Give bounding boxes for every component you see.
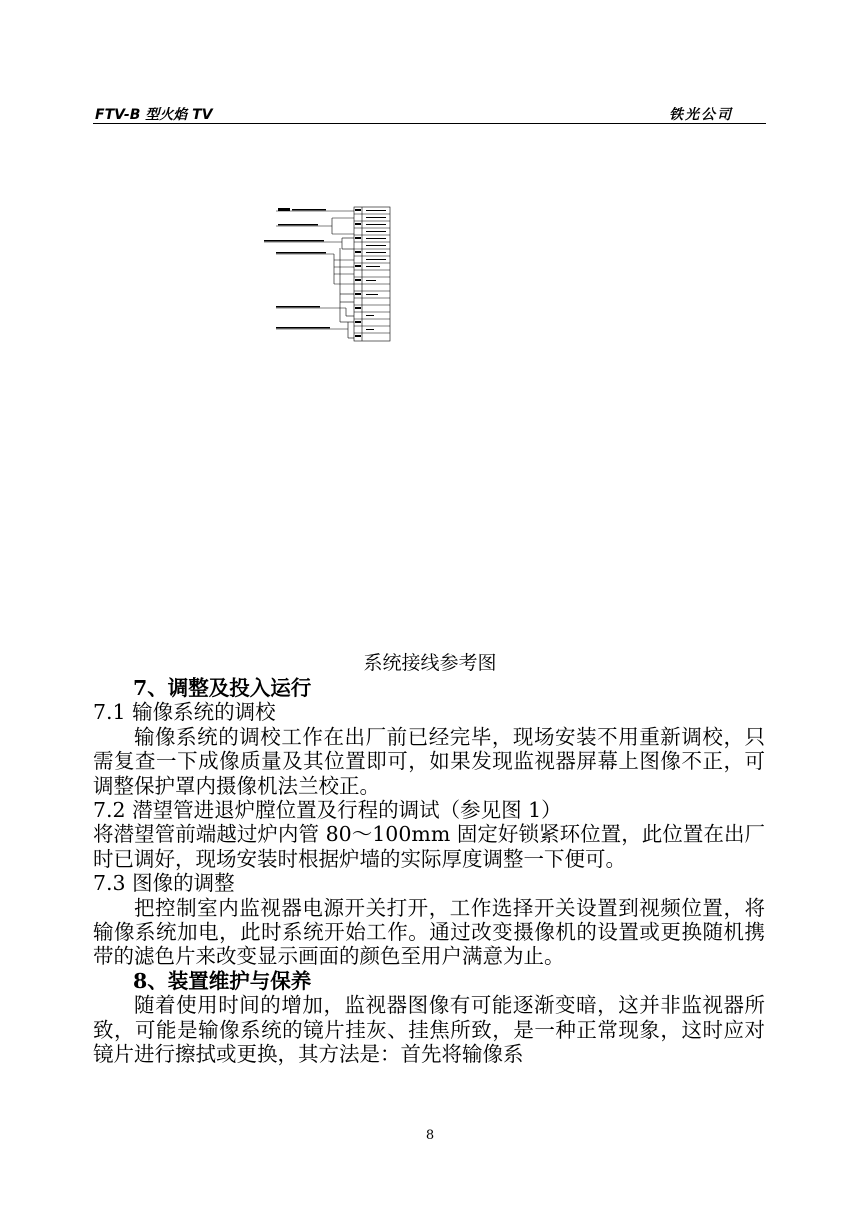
section-7-1-body: 输像系统的调校工作在出厂前已经完毕，现场安装不用重新调校，只需复查一下成像质量及其位置即可，如果发现监视器屏幕上图像不正，可调整保护罩内摄像机法兰校正。 bbox=[93, 724, 765, 798]
diagram-caption: 系统接线参考图 bbox=[363, 652, 497, 674]
section-7-heading: 7、调整及投入运行 bbox=[133, 676, 312, 700]
section-7-2-heading: 7.2 潜望管进退炉膛位置及行程的调试（参见图 1） bbox=[93, 798, 562, 823]
section-8-heading: 8、装置维护与保养 bbox=[133, 968, 312, 993]
section-7-1-heading: 7.1 输像系统的调校 bbox=[93, 700, 276, 725]
wiring-diagram bbox=[262, 204, 394, 342]
page-number: 8 bbox=[425, 1128, 435, 1143]
header-rule bbox=[93, 123, 766, 124]
header-title: FTV-B 型火焰 TV bbox=[95, 107, 213, 123]
section-8-body: 随着使用时间的增加，监视器图像有可能逐渐变暗，这并非监视器所致，可能是输像系统的镜片挂灰、挂焦所致，是一种正常现象，这时应对镜片进行擦拭或更换，其方法是：首先将输像系 bbox=[93, 993, 765, 1067]
section-7-3-heading: 7.3 图像的调整 bbox=[93, 871, 235, 896]
section-7-2-body: 将潜望管前端越过炉内管 80～100mm 固定好锁紧环位置，此位置在出厂时已调好，现场安装时根据炉墙的实际厚度调整一下便可。 bbox=[93, 822, 765, 871]
header-company: 铁光公司 bbox=[669, 107, 733, 123]
section-7-3-body: 把控制室内监视器电源开关打开，工作选择开关设置到视频位置，将输像系统加电，此时系统开始工作。通过改变摄像机的设置或更换随机携带的滤色片来改变显示画面的颜色至用户满意为止。 bbox=[93, 895, 765, 969]
document-body bbox=[93, 676, 765, 1067]
